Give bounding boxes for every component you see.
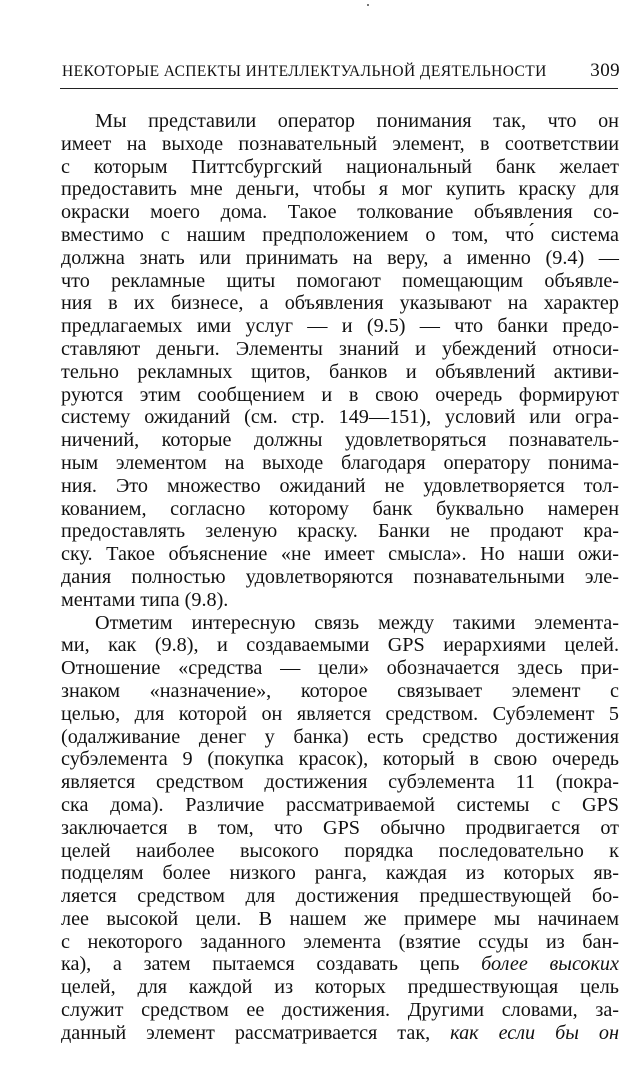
text-line xyxy=(61,771,619,794)
text-line xyxy=(61,748,619,771)
text-line xyxy=(61,703,619,726)
text-line xyxy=(61,361,619,384)
text-line-content: кованием, согласно которому банк буквально намерен xyxy=(61,497,619,520)
text-line-content: должна знать или принимать на веру, а именно (9.4) — xyxy=(61,246,619,269)
text-line xyxy=(61,133,619,156)
text-line-content: руются этим сообщением и в свою очередь формируют xyxy=(61,383,619,406)
text-line xyxy=(61,794,619,817)
text-line-content: субэлемента 9 (покупка красок), который в свою очередь xyxy=(61,748,619,771)
text-line xyxy=(61,224,619,247)
text-line-content: предлагаемых ими услуг — и (9.5) — что банки предо- xyxy=(61,315,619,338)
text-line xyxy=(61,885,619,908)
text-line-content: целей, для каждой из которых предшествующая цель xyxy=(61,976,619,999)
text-line-content: ска дома). Различие рассматриваемой системы с GPS xyxy=(61,793,619,816)
body-text xyxy=(61,110,619,1045)
text-line-content: целей наиболее высокого порядка последовательно к xyxy=(61,839,619,862)
text-line xyxy=(61,338,619,361)
text-line xyxy=(61,475,619,498)
italic-phrase: более высоких xyxy=(481,953,619,976)
text-line xyxy=(61,566,619,589)
text-line-content: лее высокой цели. В нашем же примере мы начинаем xyxy=(61,907,619,930)
text-line xyxy=(61,817,619,840)
text-line-content: предоставлять зеленую краску. Банки не продают кра- xyxy=(61,520,619,543)
text-line-content: вместимо с нашим предположением о том, что́ система xyxy=(61,223,619,246)
text-line-content: ску. Такое объяснение «не имеет смысла». Но наши ожи- xyxy=(61,543,619,566)
text-line xyxy=(61,543,619,566)
header-rule xyxy=(60,88,618,89)
text-line-content: Мы представили оператор понимания так, что он xyxy=(95,110,619,132)
text-line xyxy=(61,1022,619,1045)
text-line-content: с которым Питтсбургский национальный банк желает xyxy=(61,155,619,178)
text-line xyxy=(61,680,619,703)
text-line-content: что рекламные щиты помогают помещающим объявле- xyxy=(61,269,619,292)
text-line-content: Отметим интересную связь между такими элемента- xyxy=(95,611,619,634)
text-line-content: целью, для которой он является средством. Субэлемент 5 xyxy=(61,702,619,725)
text-line-content: ми, как (9.8), и создаваемыми GPS иерархиями целей. xyxy=(61,634,619,657)
text-line-content: систему ожиданий (см. стр. 149—151), условий или огра- xyxy=(61,406,619,429)
text-line-content: ляется средством для достижения предшествующей бо- xyxy=(61,885,619,908)
text-line xyxy=(61,953,619,976)
running-header xyxy=(62,60,620,86)
text-line xyxy=(61,156,619,179)
text-line xyxy=(61,589,619,612)
text-line xyxy=(61,110,619,133)
page-number: 309 xyxy=(590,60,620,81)
text-line xyxy=(61,634,619,657)
italic-phrase: как если бы он xyxy=(450,1021,619,1044)
text-line-content: ка), а затем пытаемся создавать цепь xyxy=(61,953,482,976)
text-line-content: заключается в том, что GPS обычно продвигается от xyxy=(61,816,619,839)
running-title: НЕКОТОРЫЕ АСПЕКТЫ ИНТЕЛЛЕКТУАЛЬНОЙ ДЕЯТЕЛЬНОСТИ xyxy=(62,63,547,80)
text-line xyxy=(61,657,619,680)
text-line-content: ным элементом на выходе благодаря оператору понима- xyxy=(61,451,619,474)
scan-speck xyxy=(367,4,369,6)
text-line xyxy=(61,726,619,749)
text-line-content: Отношение «средства — цели» обозначается здесь при- xyxy=(61,657,619,680)
paragraph-2 xyxy=(61,612,619,1045)
text-line-content: служит средством ее достижения. Другими словами, за- xyxy=(61,999,619,1022)
text-line xyxy=(61,931,619,954)
text-line-content: тельно рекламных щитов, банков и объявлений активи- xyxy=(61,360,619,383)
text-line xyxy=(61,840,619,863)
text-line xyxy=(61,406,619,429)
text-line-content: ставляют деньги. Элементы знаний и убеждений относи- xyxy=(61,337,619,360)
text-line xyxy=(61,612,619,635)
text-line-content: ния. Это множество ожиданий не удовлетворяется тол- xyxy=(61,474,619,497)
text-line-content: подцелям более низкого ранга, каждая из которых яв- xyxy=(61,862,619,885)
text-line xyxy=(61,384,619,407)
text-line-content: ментами типа (9.8). xyxy=(61,588,229,611)
text-line xyxy=(61,908,619,931)
text-line xyxy=(61,520,619,543)
text-line-content: знаком «назначение», которое связывает элемент с xyxy=(61,679,619,702)
text-line xyxy=(61,292,619,315)
text-line-content: окраски моего дома. Такое толкование объявления со- xyxy=(61,201,619,224)
text-line xyxy=(61,976,619,999)
text-line xyxy=(61,201,619,224)
text-line-content: дания полностью удовлетворяются познавательными эле- xyxy=(61,565,619,588)
text-line-content: ничений, которые должны удовлетворяться познаватель- xyxy=(61,429,619,452)
text-line xyxy=(61,452,619,475)
text-line xyxy=(61,862,619,885)
text-line-content: с некоторого заданного элемента (взятие ссуды из бан- xyxy=(61,930,619,953)
text-line xyxy=(61,178,619,201)
text-line-content: является средством достижения субэлемента 11 (покра- xyxy=(61,771,619,794)
text-line xyxy=(61,498,619,521)
text-line-content: (одалживание денег у банка) есть средство достижения xyxy=(61,725,619,748)
text-line xyxy=(61,315,619,338)
text-line-content: предоставить мне деньги, чтобы я мог купить краску для xyxy=(61,178,619,201)
text-line xyxy=(61,270,619,293)
text-line xyxy=(61,999,619,1022)
text-line-content: данный элемент рассматривается так, xyxy=(61,1021,451,1044)
text-line-content: ния в их бизнесе, а объявления указывают на характер xyxy=(61,292,619,315)
paragraph-1 xyxy=(61,110,619,612)
text-line xyxy=(61,429,619,452)
text-line xyxy=(61,247,619,270)
text-line-content: имеет на выходе познавательный элемент, в соответствии xyxy=(61,132,619,155)
